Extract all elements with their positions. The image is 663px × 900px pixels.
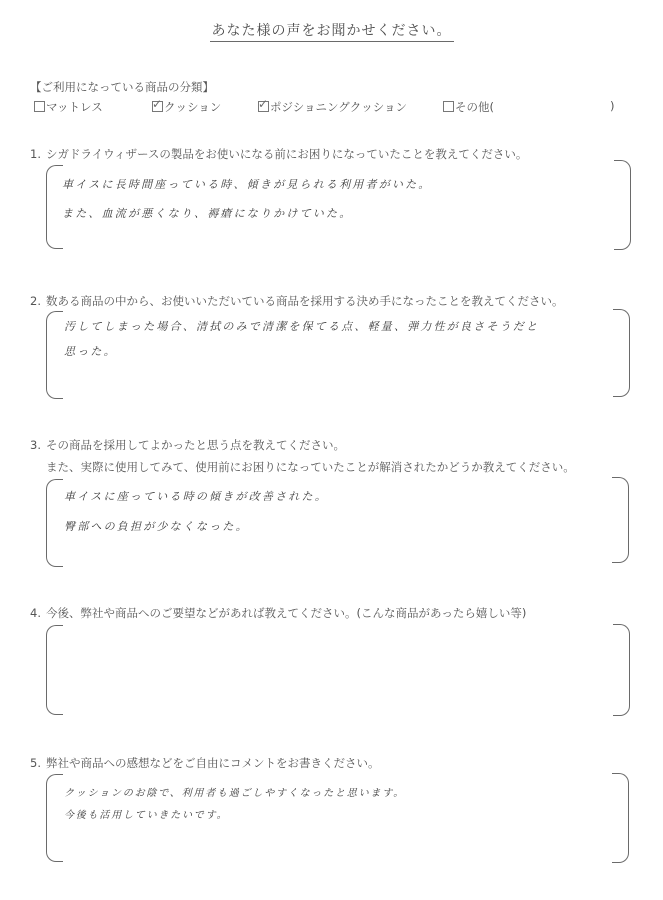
answer-bracket-left: [46, 311, 63, 399]
answer-bracket-right: [613, 624, 630, 716]
question-4: [30, 605, 526, 621]
answer-bracket-right: [612, 477, 629, 563]
answer-bracket-left: [46, 625, 63, 715]
checkbox-other[interactable]: [443, 101, 454, 112]
category-options: [34, 99, 634, 115]
answer-5-line-1: クッションのお陰で、利用者も過ごしやすくなったと思います。: [64, 788, 405, 799]
answer-bracket-left: [46, 165, 63, 249]
question-number: 3.: [30, 438, 41, 452]
form-title-text: あなた様の声をお聞かせください。: [210, 23, 454, 42]
question-2: [30, 293, 564, 309]
option-mattress-label: マットレス: [46, 100, 103, 114]
option-mattress[interactable]: [34, 99, 103, 115]
question-3-line-2: また、実際に使用してみて、使用前にお困りになっていたことが解消されたかどうか教えてください。: [46, 460, 575, 474]
question-number: 2.: [30, 294, 41, 308]
checkbox-positioning-cushion[interactable]: [258, 97, 269, 112]
answer-1-line-2: また、血流が悪くなり、褥瘡になりかけていた。: [62, 207, 353, 220]
category-heading: 【ご利用になっている商品の分類】: [30, 80, 214, 94]
form-title: [0, 20, 663, 40]
answer-bracket-right: [614, 160, 631, 250]
option-positioning-cushion[interactable]: [258, 99, 407, 115]
question-number: 1.: [30, 147, 41, 161]
answer-2-line-1: 汚してしまった場合、清拭のみで清潔を保てる点、軽量、弾力性が良さそうだと: [64, 320, 540, 333]
question-text: 数ある商品の中から、お使いいただいている商品を採用する決め手になったことを教えてください。: [46, 294, 564, 308]
answer-bracket-left: [46, 479, 63, 567]
question-number: 4.: [30, 606, 41, 620]
question-number: 5.: [30, 756, 41, 770]
checkmark-icon: ✓: [258, 97, 269, 111]
answer-bracket-left: [46, 774, 63, 862]
question-text: その商品を採用してよかったと思う点を教えてください。: [46, 438, 345, 452]
option-other[interactable]: [443, 99, 494, 115]
answer-2-line-2: 思った。: [64, 345, 117, 358]
question-5: [30, 755, 380, 771]
question-text: シガドライウィザースの製品をお使いになる前にお困りになっていたことを教えてください。: [46, 147, 528, 161]
option-other-close-paren: ): [610, 99, 615, 113]
checkbox-cushion[interactable]: [152, 97, 163, 112]
answer-bracket-right: [613, 309, 630, 397]
question-text: 今後、弊社や商品へのご要望などがあれば教えてください。(こんな商品があったら嬉しい等): [46, 606, 527, 620]
checkmark-icon: ✓: [152, 97, 163, 111]
question-3: [30, 437, 345, 453]
option-cushion-label: クッション: [164, 100, 222, 114]
answer-3-line-1: 車イスに座っている時の傾きが改善された。: [64, 490, 328, 503]
question-1: [30, 146, 527, 162]
answer-bracket-right: [612, 773, 629, 863]
option-positioning-cushion-label: ポジショニングクッション: [270, 100, 408, 114]
checkbox-mattress[interactable]: [34, 101, 45, 112]
question-text: 弊社や商品への感想などをご自由にコメントをお書きください。: [46, 756, 380, 770]
answer-4-area[interactable]: [64, 630, 604, 710]
option-other-label: その他(: [455, 100, 494, 114]
answer-1-line-1: 車イスに長時間座っている時、傾きが見られる利用者がいた。: [62, 178, 432, 191]
answer-3-line-2: 臀部への負担が少なくなった。: [64, 520, 249, 533]
answer-5-line-2: 今後も活用していきたいです。: [64, 810, 229, 821]
option-cushion[interactable]: [152, 99, 221, 115]
